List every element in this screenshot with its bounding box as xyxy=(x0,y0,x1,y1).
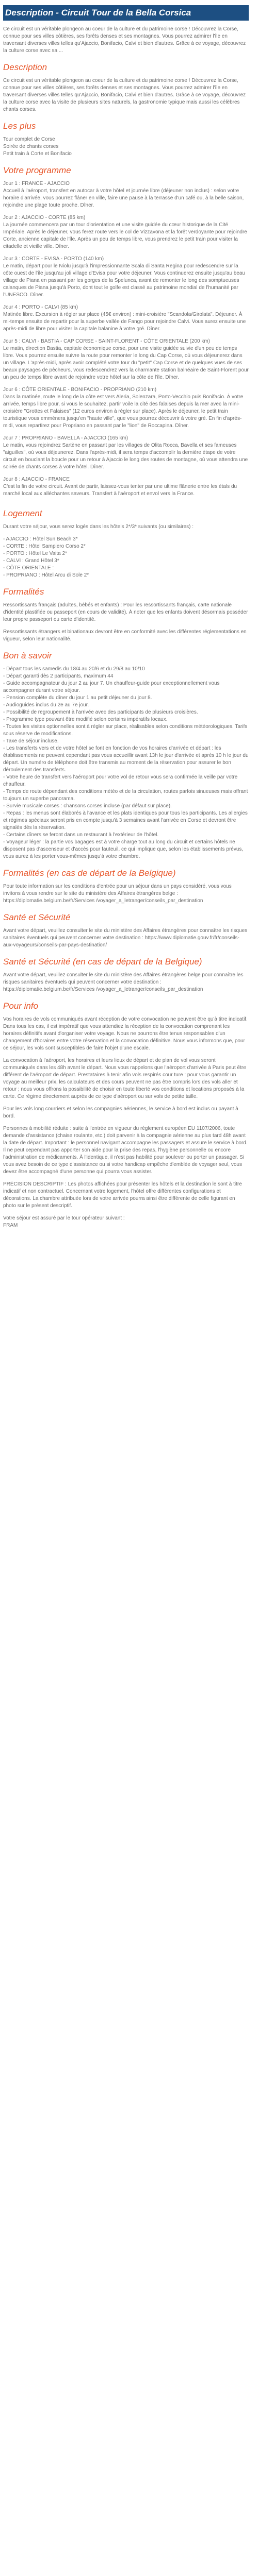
day-block xyxy=(3,386,249,430)
day-text: Le matin, départ pour le Niolu jusqu'à l'impressionnante Scala di Santa Regina pour redescendre sur la côte ouest de l'île jusqu'au joli village d'Evisa pour votre déjeuner. Vous continuerez ensuite jusqu'au beau village de Piana en passant par les gorges de la Spelunca, avant de remonter le long des somptueuses calanques de Piana jusqu'à Porto, dont tout le golfe est classé au patrimoine mondial de l'humanité par l'UNESCO. Dîner. xyxy=(3,263,246,298)
day-block xyxy=(3,476,249,498)
description-heading: Description xyxy=(3,62,47,72)
info-item: - Programme type pouvant être modifié selon certains impératifs locaux. xyxy=(3,717,168,722)
info-item: - Pension complète du dîner du jour 1 au petit déjeuner du jour 8. xyxy=(3,695,152,701)
hotel-item: - CORTE : Hôtel Sampiero Corso 2* xyxy=(3,544,86,549)
day-block xyxy=(3,304,249,333)
day-title: Jour 4 : PORTO - CALVI (85 km) xyxy=(3,304,78,310)
day-title: Jour 5 : CALVI - BASTIA - CAP CORSE - SAINT-FLORENT - CÔTE ORIENTALE (200 km) xyxy=(3,338,211,344)
day-text: La journée commencera par un tour d'orientation et une visite guidée du cœur historique de la Cité Impériale. Après le déjeuner, vous ferez route vers le col de Vizzavona et la forêt verdoyante pour rejoindre Corte, ancienne capitale de l'île. Après un peu de temps libre, vous prendrez le petit train pour visiter la citadelle et vieille ville. Dîner. xyxy=(3,222,247,249)
plus-item: Tour complet de Corse xyxy=(3,137,55,142)
hotel-item: - PORTO : Hôtel Le Vaita 2* xyxy=(3,551,67,556)
day-block xyxy=(3,338,249,381)
day-title: Jour 1 : FRANCE - AJACCIO xyxy=(3,181,70,187)
info-item: - Départ tous les samedis du 18/4 au 20/6 et du 29/8 au 10/10 xyxy=(3,666,145,672)
formalites-belgique-paragraph: Pour toute information sur les conditions d'entrée pour un séjour dans un pays considéré, vous vous invitons à vous rendre sur le site du ministère des Affaires étrangères belge : https://diplomatie.belgium.be/fr/Services /voyager_a_letranger/conseils_par_destination xyxy=(3,884,232,904)
programme-heading: Votre programme xyxy=(3,165,71,175)
day-title: Jour 2 : AJACCIO - CORTE (85 km) xyxy=(3,215,86,221)
day-block xyxy=(3,214,249,250)
info-item: - Survie musicale corses : chansons corses incluse (par défaut sur place). xyxy=(3,803,172,809)
formalites-paragraph: Ressortissants français (adultes, bébés et enfants) : Pour les ressortissants français, carte nationale d'identité plastifiée ou passeport (en cours de validité). À noter que les enfants doivent désormais posséder leur propre passeport ou carte d'identité. xyxy=(3,602,248,622)
operator-label: Votre séjour est assuré par le tour opérateur suivant : xyxy=(3,1215,125,1221)
day-text: Accueil à l'aéroport, transfert en autocar à votre hôtel et journée libre (déjeuner non inclus) : selon votre horaire d'arrivée, vous pourrez flâner en ville, faire une pause à la terrasse d'un café ou, à la belle saison, rejoindre une plage toute proche. Dîner. xyxy=(3,188,244,208)
hotel-item: - PROPRIANO : Hôtel Arcu di Sole 2* xyxy=(3,572,89,578)
info-item: - Possibilité de regroupement à l'arrivée avec des participants de plusieurs croisières. xyxy=(3,709,198,715)
info-item: - Toutes les visites optionnelles sont à régler sur place, réalisables selon conditions météorologiques. Tarifs sous réserve de modifications. xyxy=(3,724,248,737)
sante-paragraph: Avant votre départ, veuillez consulter le site du ministère des Affaires étrangères pour connaître les risques sanitaires éventuels qui peuvent concerner votre destination : https://www.diplomatie.gouv.fr/fr/conseils-aux-voyageurs/conseils-par-pays-destination/ xyxy=(3,928,248,948)
page xyxy=(0,0,252,1245)
description-paragraph: Ce circuit est un véritable plongeon au coeur de la culture et du patrimoine corse ! Découvrez la Corse, connue pour ses villes côtières, ses forêts denses et ses montagnes. Vous pourrez admirer l'île en traversant diverses villes telles qu'Ajaccio, Bonifacio, Calvi et bien d'autres. Grâce à ce voyage, découvrez la culture corse avec la visite de plusieurs sites naturels, la gastronomie typique mais aussi les célèbres chants corses. xyxy=(3,78,246,112)
sante-belgique-heading: Santé et Sécurité (en cas de départ de la Belgique) xyxy=(3,957,202,967)
day-text: Le matin, direction Bastia, capitale économique corse, pour une visite guidée suivie d'un peu de temps libre. Vous pourrez ensuite suivre la route pour remonter le long du Cap Corse, où vous déjeunerez dans un village. L'après-midi, après avoir complété votre tour du "petit" Cap Corse et de quelques vues de ses beaux paysages de pêcheurs, vous redescendrez vers la charmante station balnéaire de Saint-Florent pour un peu de temps libre avant de rejoindre votre hôtel sur la côte de l'île. Dîner. xyxy=(3,346,249,380)
info-item: - Repas : les menus sont élaborés à l'avance et les plats identiques pour tous les participants. Les allergies et régimes spéciaux seront pris en compte jusqu'à 3 semaines avant l'arrivée en Corse et devront être signalés dès la réservation. xyxy=(3,810,248,831)
plus-heading: Les plus xyxy=(3,121,36,131)
operator-name: FRAM xyxy=(3,1223,18,1228)
page-title: Description - Circuit Tour de la Bella Corsica xyxy=(3,5,249,21)
hotel-item: - AJACCIO : Hôtel Sun Beach 3* xyxy=(3,536,78,542)
info-item: - Guide accompagnateur du jour 2 au jour 7. Un chauffeur-guide pour exceptionnellement vous accompagner durant votre séjour. xyxy=(3,681,220,693)
pour-info-paragraph: La convocation à l'aéroport, les horaires et leurs lieux de départ et de plan de vol vous seront communiqués dans les 48h avant le départ. Nous vous rappelons que l'aéroport d'arrivée à Paris peut être différent de l'aéroport de départ. Prestataires à tenir afin vols respirés cour ture : pour vous garantir un voyage au meilleur prix, les calculateurs et des cours peuvent ne pas être compris lors des vols aller et retour ; nous vous offrons la possibilité de choisir en toute liberté vos conditions et locations proposés à la carte. Ce régime directement auprès de ce type d'aéroport ou sur vols de petite taille. xyxy=(3,1058,246,1099)
logement-intro: Durant votre séjour, vous serez logés dans les hôtels 2*/3* suivants (ou similaires) : xyxy=(3,524,194,530)
day-text: Le matin, vous rejoindrez Sartène en passant par les villages de Olita Rocca, Bavella et ses fameuses "aiguilles", où vous déjeunerez. Dans l'après-midi, il sera temps d'accomplir la dernière étape de votre circuit en bouclant la boucle pour un retour à Ajaccio le long des routes de montagne, où vous attendra une soirée de chants corses à votre hôtel. Dîner. xyxy=(3,443,248,470)
formalites-paragraph: Ressortissants étrangers et binationaux devront être en conformité avec les différentes réglementations en vigueur, selon leur nationalité. xyxy=(3,629,247,642)
day-text: C'est la fin de votre circuit. Avant de partir, laissez-vous tenter par une ultime flânerie entre les étals du marché local aux alléchantes saveurs. Transfert à l'aéroport et envol vers la France. xyxy=(3,484,237,497)
day-title: Jour 8 : AJACCIO - FRANCE xyxy=(3,477,70,482)
hotel-item: - CALVI : Grand Hôtel 3* xyxy=(3,558,59,564)
plus-item: Petit train à Corte et Bonifacio xyxy=(3,151,72,157)
plus-item: Soirée de chants corses xyxy=(3,144,59,149)
pour-info-heading: Pour info xyxy=(3,1001,39,1011)
pour-info-paragraph: Vos horaires de vols communiqués avant réception de votre convocation ne peuvent être qu'à titre indicatif. Dans tous les cas, il est impératif que vous attendiez la réception de la convocation comprenant les horaires définitifs avant d'organiser votre voyage. Nous ne pourrons être tenus responsables d'un changement d'horaires entre votre réservation et la convocation définitive. Nous vous informons que, pour ce séjour, les vols sont susceptibles de faire l'objet d'une escale. xyxy=(3,1016,248,1051)
formalites-heading: Formalités xyxy=(3,587,44,597)
info-item: - Départ garanti dès 2 participants, maximum 44 xyxy=(3,673,114,679)
day-title: Jour 6 : CÔTE ORIENTALE - BONIFACIO - PROPRIANO (210 km) xyxy=(3,387,157,393)
bon-a-savoir-list xyxy=(3,666,249,860)
info-item: - Les transferts vers et de votre hôtel se font en fonction de vos horaires d'arrivée et départ : les établissements ne peuvent cependant pas vous accueillir avant 13h le jour d'arrivée et après 10 h le jour du départ. Un numéro de téléphone doit être transmis au moment de la réservation pour assurer le bon déroulement des transferts. xyxy=(3,745,249,773)
day-title: Jour 3 : CORTE - EVISA - PORTO (140 km) xyxy=(3,256,104,262)
info-item: - Voyageur léger : la partie vos bagages est à votre charge tout au long du circuit et certains hôtels ne disposent pas d'ascenseur et d'accès pour fauteuil, ce qui implique que, selon les établissements prévus, vous aurez à les porter vous-mêmes jusqu'à votre chambre. xyxy=(3,839,244,859)
pour-info-paragraph: PRÉCISION DESCRIPTIF : Les photos affichées pour présenter les hôtels et la destination le sont à titre indicatif et non contractuel. Concernant votre logement, l'hôtel offre différentes configurations et décorations. La chambre attribuée lors de votre arrivée pourra ainsi être différente de celle figurant en photo sur le présent descriptif. xyxy=(3,1181,242,1209)
hotel-item: - CÔTE ORIENTALE : xyxy=(3,565,54,571)
plus-list xyxy=(3,136,249,158)
info-item: - Temps de route dépendant des conditions météo et de la circulation, routes parfois sinueuses mais offrant toujours un superbe panorama. xyxy=(3,789,248,802)
bon-a-savoir-heading: Bon à savoir xyxy=(3,651,52,660)
pour-info-paragraph: Pour les vols long courriers et selon les compagnies aériennes, le service à bord est inclus ou payant à bord. xyxy=(3,1106,238,1119)
intro-paragraph: Ce circuit est un véritable plongeon au coeur de la culture et du patrimoine corse ! Découvrez la Corse, connue pour ses villes côtières, ses forêts denses et ses montagnes. Vous pourrez admirer l'île en traversant diverses villes telles qu'Ajaccio, Bonifacio, Calvi et bien d'autres. Grâce à ce voyage, découvrez la culture corse avec sa ... xyxy=(3,26,246,54)
sante-heading: Santé et Sécurité xyxy=(3,912,71,922)
info-item: - Taxe de séjour incluse. xyxy=(3,738,59,744)
pour-info-paragraph: Personnes à mobilité réduite : suite à l'entrée en vigueur du règlement européen EU 1107/2006, toute demande d'assistance (chaise roulante, etc.) doit parvenir à la compagnie aérienne au plus tard 48h avant la date de départ. Important : le personnel navigant accompagne les passagers et assure le service à bord. Il ne peut cependant pas apporter son aide pour la prise des repas, l'hygiène personnelle ou encore l'administration de médicaments. À l'identique, il n'est pas habilité pour soulever ou porter un passager. Si vous avez besoin de ce type d'assistance ou si votre handicap empêche d'emblée de voyager seul, vous devez être accompagné d'une personne qui pourra vous assister. xyxy=(3,1126,248,1175)
info-item: - Certains dîners se feront dans un restaurant à l'extérieur de l'hôtel. xyxy=(3,832,159,838)
day-text: Dans la matinée, route le long de la côte est vers Aleria, Solenzara, Porto-Vecchio puis Bonifacio. À votre arrivée, temps libre pour, si vous le souhaitez, partir voile la cité des falaises depuis la mer avec la mini-croisière "Grottes et Falaises" (12 euros environ à régler sur place). Après le déjeuner, le petit train touristique vous emmènera jusqu'en "haute ville", que vous pourrez découvrir à votre gré. En fin d'après-midi, vous repartirez pour Propriano en passant par le "lion" de Roccapina. Dîner. xyxy=(3,394,244,429)
sante-belgique-paragraph: Avant votre départ, veuillez consulter le site du ministère des Affaires étrangères belge pour connaître les risques sanitaires éventuels qui peuvent concerner votre destination : https://diplomatie.belgium.be/fr/Services /voyager_a_letranger/conseils_par_destination xyxy=(3,972,244,992)
day-block xyxy=(3,256,249,299)
day-title: Jour 7 : PROPRIANO - BAVELLA - AJACCIO (165 km) xyxy=(3,435,128,441)
info-item: - Votre heure de transfert vers l'aéroport pour votre vol de retour vous sera confirmée la veille par votre chauffeur. xyxy=(3,774,238,787)
info-item: - Audioguides inclus du 2e au 7e jour. xyxy=(3,702,89,708)
pour-info-paragraph xyxy=(3,1215,249,1229)
logement-heading: Logement xyxy=(3,509,42,518)
logement-list xyxy=(3,536,249,579)
formalites-belgique-heading: Formalités (en cas de départ de la Belgique) xyxy=(3,868,176,878)
day-block xyxy=(3,435,249,471)
day-text: Matinée libre. Excursion à régler sur place (45€ environ) : mini-croisière "Scandola/Girolata". Déjeuner. À mi-temps ensuite de repartir pour la superbe vallée de Fango pour rejoindre Calvi. Vous aurez ensuite une après-midi de libre pour visiter la capitale balanine à votre gré. Dîner. xyxy=(3,312,246,332)
day-block xyxy=(3,180,249,209)
